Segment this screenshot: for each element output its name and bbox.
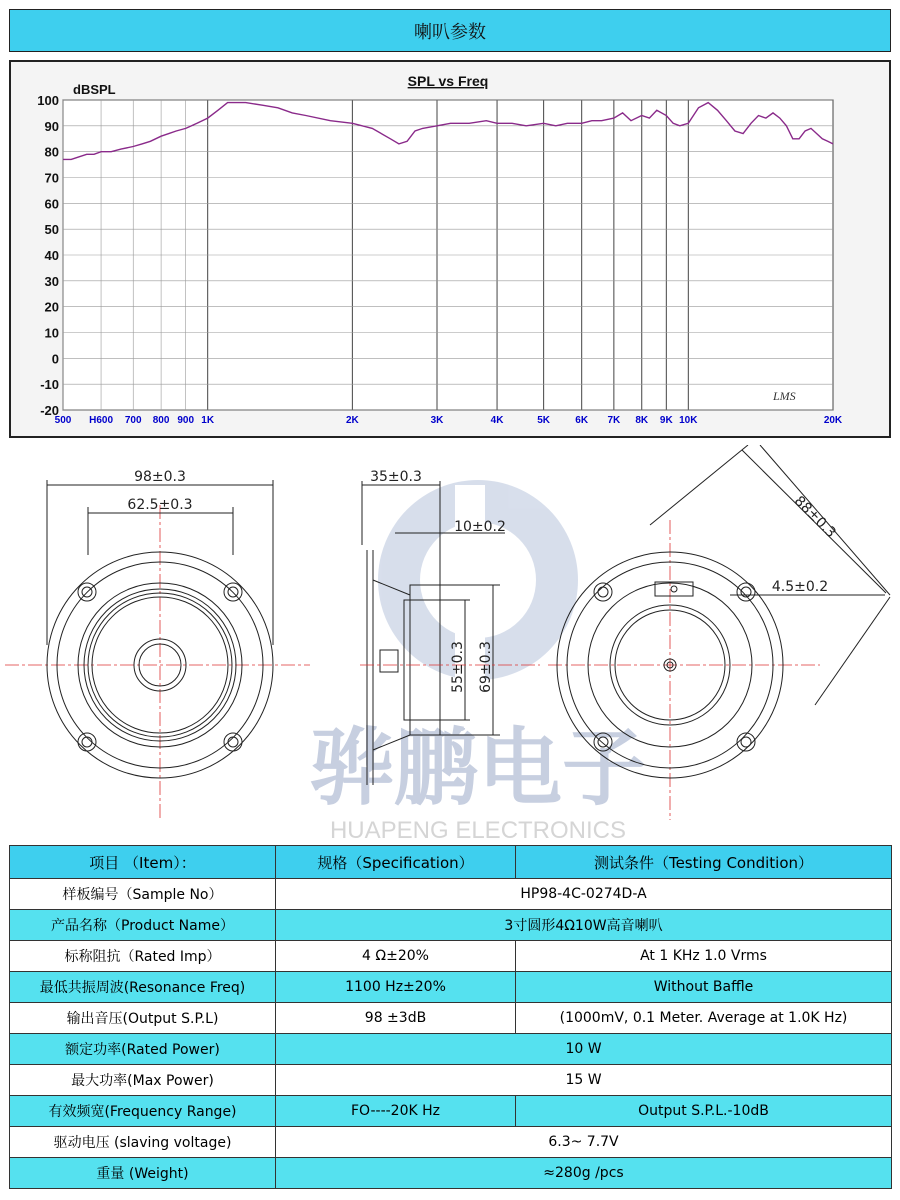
row-item: 驱动电压 (slaving voltage)	[10, 1127, 276, 1158]
row-spec: 3寸圆形4Ω10W高音喇叭	[276, 910, 892, 941]
x-tick-label: 5K	[537, 415, 551, 426]
row-item: 样板编号（Sample No）	[10, 879, 276, 910]
row-item: 产品名称（Product Name）	[10, 910, 276, 941]
x-tick-label: 700	[124, 415, 142, 426]
x-tick-label: H600	[89, 415, 114, 426]
y-tick-label: 50	[44, 222, 59, 238]
y-tick-label: -10	[40, 377, 59, 393]
front-view	[5, 480, 310, 820]
watermark-en: HUAPENG ELECTRONICS	[329, 817, 627, 840]
table-row	[10, 1003, 892, 1034]
x-tick-label: 2K	[345, 415, 359, 426]
page-title-banner	[9, 9, 891, 52]
x-tick-label: 8K	[635, 415, 649, 426]
y-tick-label: 100	[37, 93, 59, 108]
dim-back-terminal: 4.5±0.2	[771, 579, 829, 595]
row-spec: 6.3~ 7.7V	[276, 1127, 892, 1158]
table-row	[10, 1096, 892, 1127]
y-axis-label: dBSPL	[73, 82, 116, 97]
y-tick-label: 0	[51, 351, 59, 367]
dim-side-flange: 10±0.2	[454, 519, 506, 535]
row-cond: At 1 KHz 1.0 Vrms	[516, 941, 892, 972]
y-tick-label: 80	[44, 144, 59, 160]
x-tick-label: 6K	[575, 415, 589, 426]
y-tick-label: 70	[44, 170, 59, 186]
dim-side-55: 55±0.3	[450, 641, 466, 693]
spl-chart	[11, 62, 889, 436]
page-title: 喇叭参数	[414, 21, 486, 43]
x-tick-label: 7K	[607, 415, 621, 426]
dim-back-diag: 88±0.3	[790, 493, 839, 542]
y-tick-label: 60	[44, 196, 59, 212]
x-tick-label: 800	[152, 415, 170, 426]
row-cond: Without Baffle	[516, 972, 892, 1003]
table-row	[10, 941, 892, 972]
dim-front-outer: 98±0.3	[134, 469, 186, 485]
row-cond: Output S.P.L.-10dB	[516, 1096, 892, 1127]
row-item: 最低共振周波(Resonance Freq)	[10, 972, 276, 1003]
x-tick-label: 9K	[659, 415, 673, 426]
row-spec: FO----20K Hz	[276, 1096, 516, 1127]
chart-title: SPL vs Freq	[407, 73, 489, 89]
watermark-cn: 骅鹏电子	[309, 719, 647, 817]
x-tick-label: 4K	[490, 415, 504, 426]
x-tick-label: 1K	[201, 415, 215, 426]
row-spec: ≈280g /pcs	[276, 1158, 892, 1189]
x-tick-label: 10K	[679, 415, 698, 426]
row-spec: 98 ±3dB	[276, 1003, 516, 1034]
table-row	[10, 972, 892, 1003]
row-item: 额定功率(Rated Power)	[10, 1034, 276, 1065]
row-spec: 1100 Hz±20%	[276, 972, 516, 1003]
table-row	[10, 910, 892, 941]
x-tick-label: 3K	[430, 415, 444, 426]
y-tick-label: 30	[44, 273, 59, 289]
dim-side-69: 69±0.3	[478, 641, 494, 693]
y-tick-label: -20	[40, 403, 59, 418]
row-item: 最大功率(Max Power)	[10, 1065, 276, 1096]
y-tick-label: 10	[44, 325, 59, 341]
table-row	[10, 879, 892, 910]
mechanical-drawings	[0, 445, 900, 840]
table-row	[10, 1127, 892, 1158]
x-tick-label: 500	[54, 415, 72, 426]
spl-chart-frame	[9, 60, 891, 438]
lms-watermark: LMS	[773, 389, 796, 403]
row-cond: (1000mV, 0.1 Meter. Average at 1.0K Hz)	[516, 1003, 892, 1034]
header-spec: 规格（Specification）	[276, 846, 516, 879]
row-item: 重量 (Weight)	[10, 1158, 276, 1189]
x-tick-label: 20K	[823, 415, 843, 426]
dim-side-depth: 35±0.3	[370, 469, 422, 485]
row-item: 有效频宽(Frequency Range)	[10, 1096, 276, 1127]
row-spec: 4 Ω±20%	[276, 941, 516, 972]
y-tick-label: 20	[44, 299, 59, 315]
header-item: 项目 （Item）：	[10, 846, 276, 879]
spec-table	[9, 845, 892, 1189]
table-row	[10, 1158, 892, 1189]
table-header-row	[10, 846, 892, 879]
table-row	[10, 1065, 892, 1096]
row-item: 输出音压(Output S.P.L)	[10, 1003, 276, 1034]
row-item: 标称阻抗（Rated Imp）	[10, 941, 276, 972]
x-tick-label: 900	[177, 415, 195, 426]
row-spec: HP98-4C-0274D-A	[276, 879, 892, 910]
header-cond: 测试条件（Testing Condition）	[516, 846, 892, 879]
row-spec: 10 W	[276, 1034, 892, 1065]
y-tick-label: 90	[44, 118, 59, 134]
row-spec: 15 W	[276, 1065, 892, 1096]
table-row	[10, 1034, 892, 1065]
dim-front-inner: 62.5±0.3	[127, 497, 193, 513]
y-tick-label: 40	[44, 248, 59, 263]
